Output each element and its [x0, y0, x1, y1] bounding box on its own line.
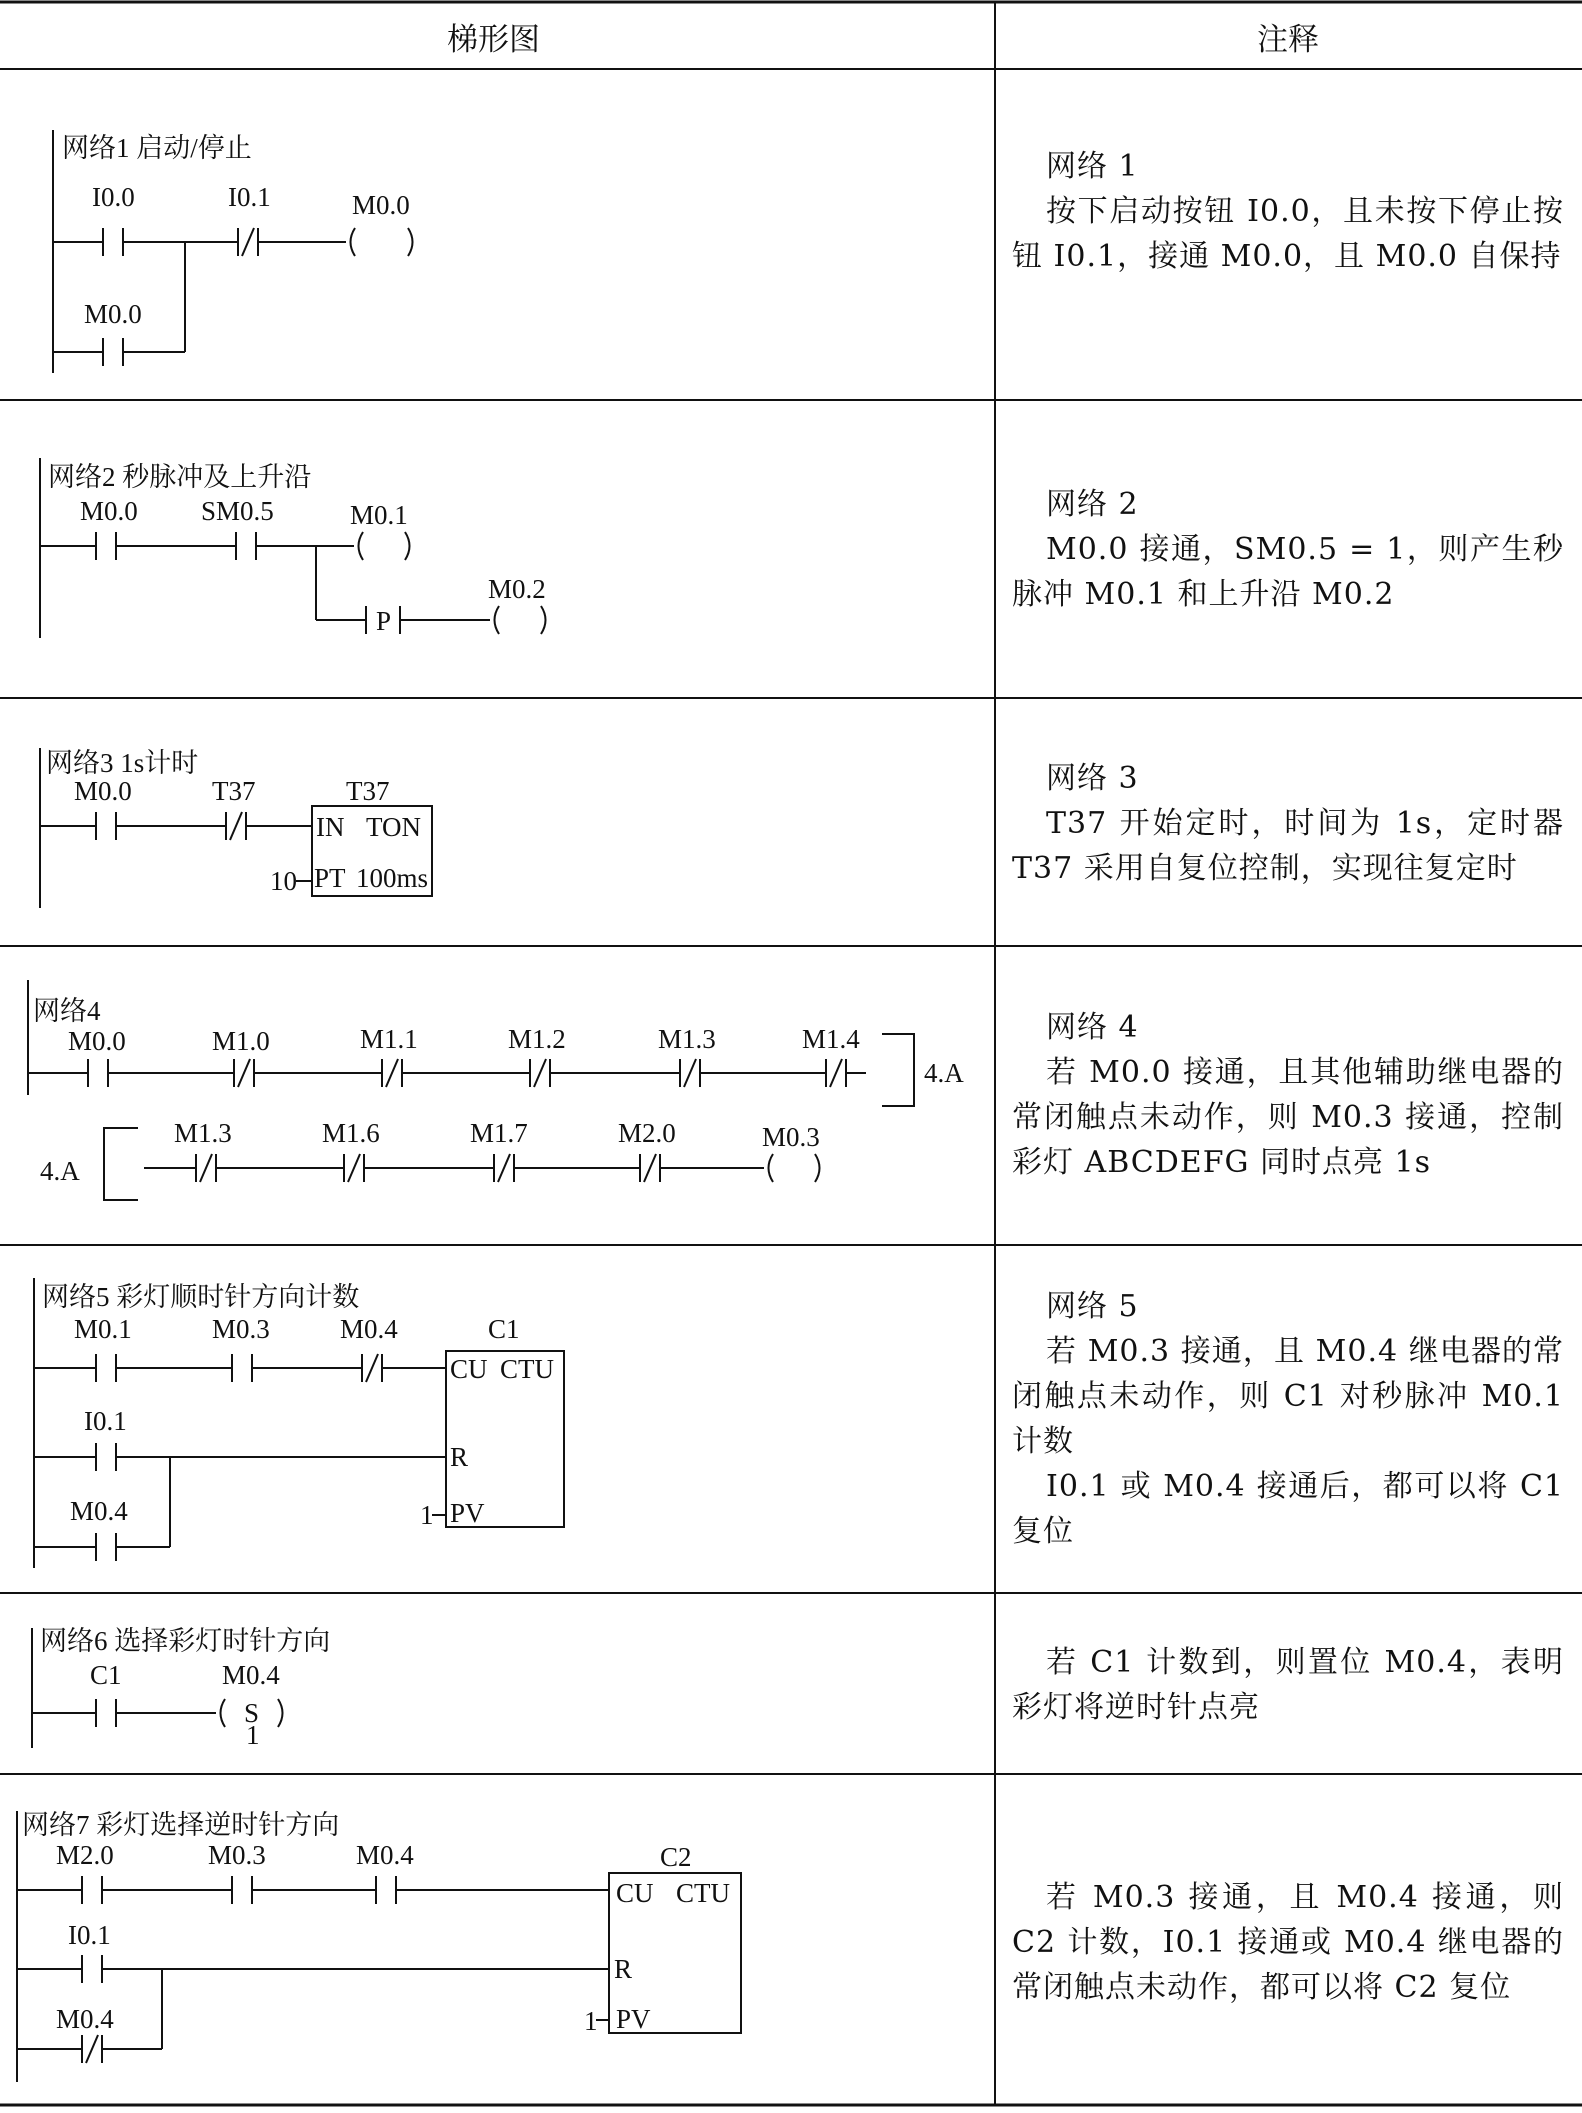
label-i0-1: I0.1: [84, 1406, 127, 1436]
label-4a-in: 4.A: [40, 1156, 80, 1186]
label-m1-3: M1.3: [658, 1024, 716, 1054]
label-set: S: [244, 1698, 260, 1728]
label-m0-2: M0.2: [488, 574, 546, 604]
note-line: T37 开始定时，时间为 1s，定时器 T37 采用自复位控制，实现往复定时: [1012, 806, 1564, 886]
label-t37-box: T37: [346, 776, 390, 806]
label-preset-10: 10: [270, 866, 297, 896]
label-m2-0: M2.0: [618, 1118, 676, 1148]
label-pv: PV: [450, 1498, 485, 1528]
label-in: IN: [316, 812, 345, 842]
label-pt: PT: [314, 863, 346, 893]
label-4a-out: 4.A: [924, 1058, 964, 1088]
label-m1-6: M1.6: [322, 1118, 380, 1148]
network-4-title: 网络4: [33, 996, 101, 1026]
note-line: 若 M0.3 接通，且 M0.4 继电器的常闭触点未动作，则 C1 对秒脉冲 M0.1 计数: [1012, 1334, 1564, 1459]
label-m1-3b: M1.3: [174, 1118, 232, 1148]
header-ladder: 梯形图: [447, 22, 540, 58]
network-5-title: 网络5 彩灯顺时针方向计数: [42, 1282, 360, 1312]
note-network-1: [1012, 144, 1564, 279]
label-m0-4b: M0.4: [56, 2004, 114, 2034]
label-m1-7: M1.7: [470, 1118, 528, 1148]
label-m0-0: M0.0: [68, 1026, 126, 1056]
label-sm0-5: SM0.5: [201, 496, 274, 526]
label-i0-0: I0.0: [92, 182, 135, 212]
label-i0-1: I0.1: [228, 182, 271, 212]
note-network-5: [1012, 1284, 1564, 1554]
label-m0-4: M0.4: [340, 1314, 398, 1344]
label-m0-4b: M0.4: [70, 1496, 128, 1526]
network-1-diagram: [53, 130, 413, 373]
label-c1: C1: [488, 1314, 520, 1344]
note-network-4: [1012, 1005, 1564, 1185]
label-m1-0: M1.0: [212, 1026, 270, 1056]
note-line: 网络 5: [1046, 1289, 1139, 1324]
label-m0-3: M0.3: [212, 1314, 270, 1344]
network-1-title: 网络1 启动/停止: [62, 133, 252, 163]
label-m1-4: M1.4: [802, 1024, 860, 1054]
label-ctu: CTU: [500, 1354, 554, 1384]
label-m0-0: M0.0: [74, 776, 132, 806]
label-m0-1: M0.1: [350, 500, 408, 530]
label-r: R: [450, 1442, 469, 1472]
network-7-title: 网络7 彩灯选择逆时针方向: [22, 1810, 340, 1840]
label-100ms: 100ms: [356, 863, 429, 893]
note-network-6: [1012, 1640, 1564, 1730]
label-m0-3: M0.3: [208, 1840, 266, 1870]
label-count: 1: [246, 1720, 260, 1750]
note-network-2: [1012, 482, 1564, 617]
label-pv-1: 1: [420, 1500, 434, 1530]
note-line: 按下启动按钮 I0.0，且未按下停止按钮 I0.1，接通 M0.0，且 M0.0 自保持: [1012, 194, 1564, 274]
network-3-title: 网络3 1s计时: [46, 748, 199, 778]
note-line: 网络 4: [1046, 1010, 1139, 1045]
label-cu: CU: [450, 1354, 488, 1384]
note-line: 网络 3: [1046, 761, 1139, 796]
note-network-7: [1012, 1875, 1564, 2010]
label-r: R: [614, 1954, 633, 1984]
label-cu: CU: [616, 1878, 654, 1908]
label-ton: TON: [366, 812, 422, 842]
label-t37-contact: T37: [212, 776, 256, 806]
label-m0-4: M0.4: [356, 1840, 414, 1870]
label-m0-0-coil: M0.0: [352, 190, 410, 220]
label-pv-1: 1: [584, 2006, 598, 2036]
header-notes: 注释: [1257, 22, 1319, 58]
label-c1: C1: [90, 1660, 122, 1690]
label-i0-1: I0.1: [68, 1920, 111, 1950]
label-m0-0: M0.0: [80, 496, 138, 526]
network-6-title: 网络6 选择彩灯时针方向: [40, 1626, 331, 1656]
label-p: P: [376, 606, 392, 636]
note-line: I0.1 或 M0.4 接通后，都可以将 C1 复位: [1012, 1469, 1564, 1549]
label-m1-1: M1.1: [360, 1024, 418, 1054]
note-line: 网络 1: [1046, 149, 1139, 184]
label-c2: C2: [660, 1842, 692, 1872]
network-4-diagram: [28, 980, 914, 1200]
note-network-3: [1012, 756, 1564, 891]
network-2-title: 网络2 秒脉冲及上升沿: [48, 462, 312, 492]
label-m2-0: M2.0: [56, 1840, 114, 1870]
label-m0-0-hold: M0.0: [84, 299, 142, 329]
note-line: 若 M0.0 接通，且其他辅助继电器的常闭触点未动作，则 M0.3 接通，控制彩灯 ABCDEFG 同时点亮 1s: [1012, 1055, 1564, 1180]
label-m1-2: M1.2: [508, 1024, 566, 1054]
label-m0-3: M0.3: [762, 1122, 820, 1152]
label-ctu: CTU: [676, 1878, 730, 1908]
note-line: M0.0 接通，SM0.5 = 1，则产生秒脉冲 M0.1 和上升沿 M0.2: [1012, 532, 1564, 612]
label-m0-4: M0.4: [222, 1660, 280, 1690]
note-line: 若 M0.3 接通，且 M0.4 接通，则 C2 计数，I0.1 接通或 M0.4 继电器的常闭触点未动作，都可以将 C2 复位: [1012, 1880, 1564, 2005]
note-line: 若 C1 计数到，则置位 M0.4，表明彩灯将逆时针点亮: [1012, 1645, 1564, 1725]
note-line: 网络 2: [1046, 487, 1139, 522]
label-pv: PV: [616, 2004, 651, 2034]
label-m0-1: M0.1: [74, 1314, 132, 1344]
